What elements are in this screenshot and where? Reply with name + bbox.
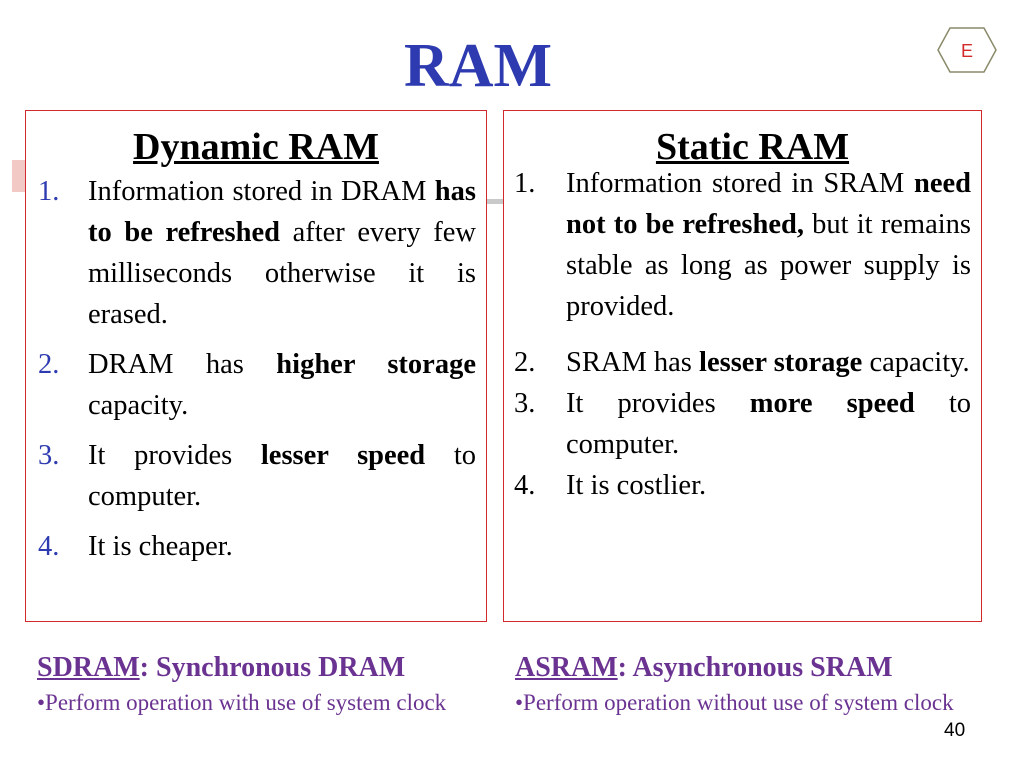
item-number: 4. — [38, 531, 60, 562]
item-emphasis: higher storage — [276, 349, 476, 380]
page-number: 40 — [944, 720, 966, 741]
item-text: after every few milliseconds otherwise it is erased. — [88, 217, 476, 330]
item-text: It provides — [566, 388, 750, 419]
slide-title: RAM — [403, 32, 553, 100]
decorative-bar-left — [12, 160, 26, 192]
item-number: 3. — [38, 440, 60, 471]
list-item — [504, 342, 981, 383]
static-ram-box — [503, 110, 982, 622]
list-item — [504, 383, 981, 465]
asram-heading — [515, 650, 995, 686]
decorative-bar-mid — [487, 199, 503, 204]
item-text: Information stored in DRAM — [88, 176, 435, 207]
asram-abbr: ASRAM — [515, 652, 618, 683]
sdram-description: •Perform operation with use of system clock — [37, 690, 447, 715]
static-ram-heading: Static RAM — [655, 126, 850, 168]
item-emphasis: need not to be refreshed, — [566, 168, 971, 240]
item-emphasis: lesser speed — [260, 440, 426, 471]
sdram-note — [37, 650, 487, 720]
dynamic-ram-box — [25, 110, 487, 622]
item-emphasis: lesser storage — [699, 347, 863, 378]
item-text: to computer. — [88, 440, 476, 512]
item-text: capacity. — [88, 390, 189, 421]
item-number: 1. — [514, 168, 536, 199]
dynamic-ram-heading: Dynamic RAM — [133, 126, 379, 168]
item-text: It is costlier. — [566, 470, 707, 501]
list-item — [504, 465, 981, 506]
item-text: but it remains stable as long as power supply is provided. — [566, 209, 971, 322]
item-number: 2. — [514, 347, 536, 378]
item-text: Information stored in SRAM — [566, 168, 914, 199]
list-item — [504, 163, 981, 327]
asram-note — [515, 650, 995, 720]
e-badge-icon — [936, 24, 998, 76]
sdram-expansion: : Synchronous DRAM — [139, 652, 406, 683]
list-item — [26, 435, 486, 517]
list-item — [26, 526, 486, 567]
item-text: It provides — [88, 440, 261, 471]
item-text: to computer. — [566, 388, 972, 460]
item-text: capacity. — [862, 347, 970, 378]
item-text: DRAM has — [88, 349, 277, 380]
item-emphasis: more speed — [749, 388, 915, 419]
dynamic-ram-list — [26, 171, 486, 567]
list-item — [26, 171, 486, 335]
sdram-heading — [37, 650, 487, 686]
item-number: 4. — [514, 470, 536, 501]
static-ram-list — [504, 163, 981, 506]
item-number: 2. — [38, 349, 60, 380]
item-text: SRAM has — [566, 347, 700, 378]
asram-expansion: : Asynchronous SRAM — [617, 652, 893, 683]
item-emphasis: has to be refreshed — [88, 176, 476, 248]
asram-description: •Perform operation without use of system clock — [515, 690, 954, 715]
item-text: It is cheaper. — [88, 531, 233, 562]
sdram-abbr: SDRAM — [37, 652, 140, 683]
item-number: 3. — [514, 388, 536, 419]
item-number: 1. — [38, 176, 60, 207]
badge-label: E — [960, 41, 974, 61]
list-item — [26, 344, 486, 426]
